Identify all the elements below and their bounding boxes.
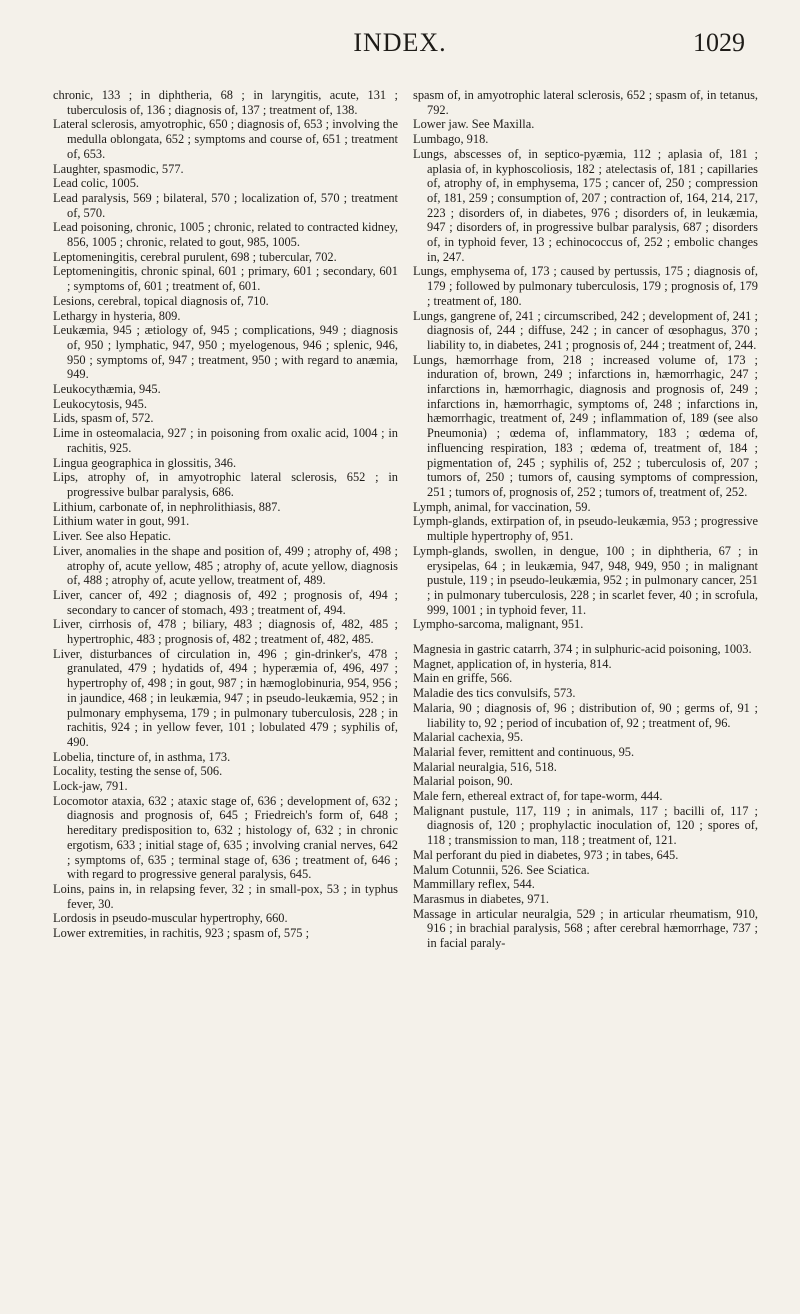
index-entry: Lead paralysis, 569 ; bilateral, 570 ; localization of, 570 ; treatment of, 570. bbox=[53, 190, 398, 220]
index-entry: Lids, spasm of, 572. bbox=[53, 411, 154, 426]
index-entry: Lungs, emphysema of, 173 ; caused by pertussis, 175 ; diagnosis of, 179 ; followed by pulmonary tuberculosis, 179 ; prognosis of, 179 ; treatment of, 180. bbox=[413, 264, 758, 308]
index-entry: Locality, testing the sense of, 506. bbox=[53, 764, 223, 779]
index-entry: Marasmus in diabetes, 971. bbox=[413, 891, 549, 906]
index-entry: Magnesia in gastric catarrh, 374 ; in sulphuric-acid poisoning, 1003. bbox=[413, 642, 752, 657]
index-entry: Male fern, ethereal extract of, for tape-worm, 444. bbox=[413, 789, 663, 804]
index-entry: Liver, cirrhosis of, 478 ; biliary, 483 ; diagnosis of, 482, 485 ; hypertrophic, 483 ; prognosis of, 482 ; treatment of, 482, 485. bbox=[53, 617, 398, 647]
index-entry: Malum Cotunnii, 526. See Sciatica. bbox=[413, 862, 590, 877]
page-title: INDEX. bbox=[353, 28, 447, 57]
index-entry: Malarial neuralgia, 516, 518. bbox=[413, 759, 557, 774]
index-entry: Lead colic, 1005. bbox=[53, 176, 140, 191]
index-entry: Lime in osteomalacia, 927 ; in poisoning from oxalic acid, 1004 ; in rachitis, 925. bbox=[53, 426, 398, 455]
index-entry: Loins, pains in, in relapsing fever, 32 ; in small-pox, 53 ; in typhus fever, 30. bbox=[53, 881, 398, 911]
index-entry: Lympho-sarcoma, malignant, 951. bbox=[413, 617, 584, 632]
index-entry: Leukocytosis, 945. bbox=[53, 396, 147, 411]
index-entry: Lobelia, tincture of, in asthma, 173. bbox=[53, 749, 231, 764]
index-entry: chronic, 133 ; in diphtheria, 68 ; in laryngitis, acute, 131 ; tuberculosis of, 136 ; diagnosis of, 137 ; treatment of, 138. bbox=[53, 88, 398, 117]
index-entry: Lordosis in pseudo-muscular hypertrophy, 660. bbox=[53, 911, 288, 926]
index-entry: Lungs, hæmorrhage from, 218 ; increased volume of, 173 ; induration of, brown, 249 ; infarctions in, hæmorrhagic, 247 ; infarctions in, hæmorrhagic, diagnosis and prognosis of, 249 ; infarctions in, hæmorrhagic, symptoms of, 248 ; infarctions in, hæmorrhagic, treatment of, 249 ; inflammation of, 189 (see also Pneumonia) ; œdema of, inflammatory, 183 ; œdema of, influencing respiration, 183 ; œdema of, treatment of, 184 ; pigmentation of, 245 ; syphilis of, 252 ; tuberculosis of, 207 ; tumors of, 250 ; tumors of, causing symptoms of compression, 251 ; tumors of, prognosis of, 252 ; tumors of, treatment of, 252. bbox=[413, 352, 758, 499]
index-entry: Lock-jaw, 791. bbox=[53, 779, 128, 794]
page-number: 1029 bbox=[693, 28, 745, 57]
index-entry: Lymph-glands, extirpation of, in pseudo-leukæmia, 953 ; progressive multiple hypertrophy of, 951. bbox=[413, 514, 758, 544]
index-entry: Lungs, abscesses of, in septico-pyæmia, 112 ; aplasia of, 181 ; aplasia of, in kyphoscoliosis, 182 ; atelectasis of, 181 ; capillaries of, atrophy of, in emphysema, 175 ; cancer of, 250 ; compression of, 181, 259 ; consumption of, 207 ; contraction of, 164, 214, 217, 223 ; disorders of, in diabetes, 976 ; disorders of, in leukæmia, 947 ; disorders of, in progressive bulbar paralysis, 687 ; disorders of, in typhoid fever, 13 ; echinococcus of, 252 ; embolic changes in, 247. bbox=[413, 146, 758, 264]
index-entry: Magnet, application of, in hysteria, 814. bbox=[413, 656, 612, 671]
index-entry: Leukæmia, 945 ; ætiology of, 945 ; complications, 949 ; diagnosis of, 950 ; lymphatic, 947, 950 ; myelogenous, 946 ; splenic, 946, 950 ; symptoms of, 947 ; treatment, 950 ; with regard to anæmia, 949. bbox=[53, 323, 398, 382]
index-entry: Liver, cancer of, 492 ; diagnosis of, 492 ; prognosis of, 494 ; secondary to cancer of stomach, 493 ; treatment of, 494. bbox=[53, 587, 398, 617]
index-entry: Lumbago, 918. bbox=[413, 132, 489, 147]
index-entry: Lithium, carbonate of, in nephrolithiasis, 887. bbox=[53, 499, 281, 514]
index-entry: Lymph-glands, swollen, in dengue, 100 ; in diphtheria, 67 ; in erysipelas, 64 ; in leukæmia, 947, 948, 949, 950 ; in malignant pustule, 119 ; in pseudo-leukæmia, 952 ; in pulmonary cancer, 251 ; in pulmonary tuberculosis, 228 ; in scarlet fever, 40 ; in scrofula, 999, 1001 ; in typhoid fever, 11. bbox=[413, 543, 758, 617]
index-entry: Lateral sclerosis, amyotrophic, 650 ; diagnosis of, 653 ; involving the medulla oblongata, 652 ; symptoms and course of, 651 ; treatment of, 653. bbox=[53, 117, 398, 161]
letter-section-gap bbox=[413, 632, 758, 642]
index-entry: Lithium water in gout, 991. bbox=[53, 514, 190, 529]
index-entry: Lethargy in hysteria, 809. bbox=[53, 308, 181, 323]
index-entry: Locomotor ataxia, 632 ; ataxic stage of, 636 ; development of, 632 ; diagnosis and prognosis of, 645 ; Friedreich's form of, 648 ; hereditary predisposition to, 632 ; histology of, 632 ; in chronic ergotism, 633 ; initial stage of, 635 ; involving cranial nerves, 642 ; symptoms of, 635 ; terminal stage of, 636 ; treatment of, 646 ; with regard to progressive general paralysis, 645. bbox=[53, 793, 398, 882]
index-entry: Leptomeningitis, cerebral purulent, 698 ; tubercular, 702. bbox=[53, 249, 337, 264]
index-entry: Mal perforant du pied in diabetes, 973 ; in tabes, 645. bbox=[413, 847, 679, 862]
index-entry: Lingua geographica in glossitis, 346. bbox=[53, 455, 237, 470]
index-entry: Lesions, cerebral, topical diagnosis of, 710. bbox=[53, 293, 269, 308]
index-entry: spasm of, in amyotrophic lateral sclerosis, 652 ; spasm of, in tetanus, 792. bbox=[413, 88, 758, 117]
index-entry: Malaria, 90 ; diagnosis of, 96 ; distribution of, 90 ; germs of, 91 ; liability to, 92 ; period of incubation of, 92 ; treatment of, 96. bbox=[413, 700, 758, 730]
index-entry: Liver, disturbances of circulation in, 496 ; gin-drinker's, 478 ; granulated, 479 ; hydatids of, 494 ; hyperæmia of, 496, 497 ; hypertrophy of, 498 ; in gout, 987 ; in hæmoglobinuria, 954, 956 ; in jaundice, 468 ; in leukæmia, 947 ; in pseudo-leukæmia, 952 ; in pulmonary emphysema, 179 ; in pulmonary tuberculosis, 228 ; in rachitis, 924 ; in yellow fever, 101 ; lobulated 479 ; syphilis of, 490. bbox=[53, 646, 398, 749]
index-entry: Mammillary reflex, 544. bbox=[413, 877, 535, 892]
index-entry: Lead poisoning, chronic, 1005 ; chronic, related to contracted kidney, 856, 1005 ; chronic, related to gout, 985, 1005. bbox=[53, 220, 398, 250]
index-entry: Leptomeningitis, chronic spinal, 601 ; primary, 601 ; secondary, 601 ; symptoms of, 601 ; treatment of, 601. bbox=[53, 264, 398, 294]
index-entry: Malignant pustule, 117, 119 ; in animals, 117 ; bacilli of, 117 ; diagnosis of, 120 ; prophylactic inoculation of, 120 ; spores of, 118 ; transmission to man, 118 ; treatment of, 121. bbox=[413, 803, 758, 848]
index-entry: Maladie des tics convulsifs, 573. bbox=[413, 686, 576, 701]
index-entry: Laughter, spasmodic, 577. bbox=[53, 161, 184, 176]
index-entry: Massage in articular neuralgia, 529 ; in articular rheumatism, 910, 916 ; in brachial paralysis, 568 ; after cerebral hæmorrhage, 737 ; in facial paraly- bbox=[413, 906, 758, 951]
index-entry: Lungs, gangrene of, 241 ; circumscribed, 242 ; development of, 241 ; diagnosis of, 244 ; diffuse, 242 ; in cancer of œsophagus, 370 ; liability to, in diabetes, 241 ; prognosis of, 244 ; treatment of, 244. bbox=[413, 308, 758, 352]
right-column bbox=[413, 88, 758, 951]
left-column bbox=[53, 88, 398, 941]
index-entry: Liver, anomalies in the shape and position of, 499 ; atrophy of, 498 ; atrophy of, acute yellow, 485 ; atrophy of, acute yellow, diagnosis of, 488 ; atrophy of, acute yellow, treatment of, 489. bbox=[53, 543, 398, 588]
index-entry: Lower jaw. See Maxilla. bbox=[413, 117, 535, 132]
index-entry: Malarial cachexia, 95. bbox=[413, 730, 524, 745]
index-entry: Malarial fever, remittent and continuous, 95. bbox=[413, 744, 635, 759]
index-entry: Lymph, animal, for vaccination, 59. bbox=[413, 499, 591, 514]
index-entry: Liver. See also Hepatic. bbox=[53, 529, 172, 544]
index-entry: Malarial poison, 90. bbox=[413, 774, 513, 789]
index-entry: Lower extremities, in rachitis, 923 ; spasm of, 575 ; bbox=[53, 926, 310, 941]
index-entry: Leukocythæmia, 945. bbox=[53, 382, 161, 397]
index-entry: Lips, atrophy of, in amyotrophic lateral sclerosis, 652 ; in progressive bulbar paralysis, 686. bbox=[53, 470, 398, 499]
page-header bbox=[0, 28, 800, 68]
index-entry: Main en griffe, 566. bbox=[413, 671, 513, 686]
